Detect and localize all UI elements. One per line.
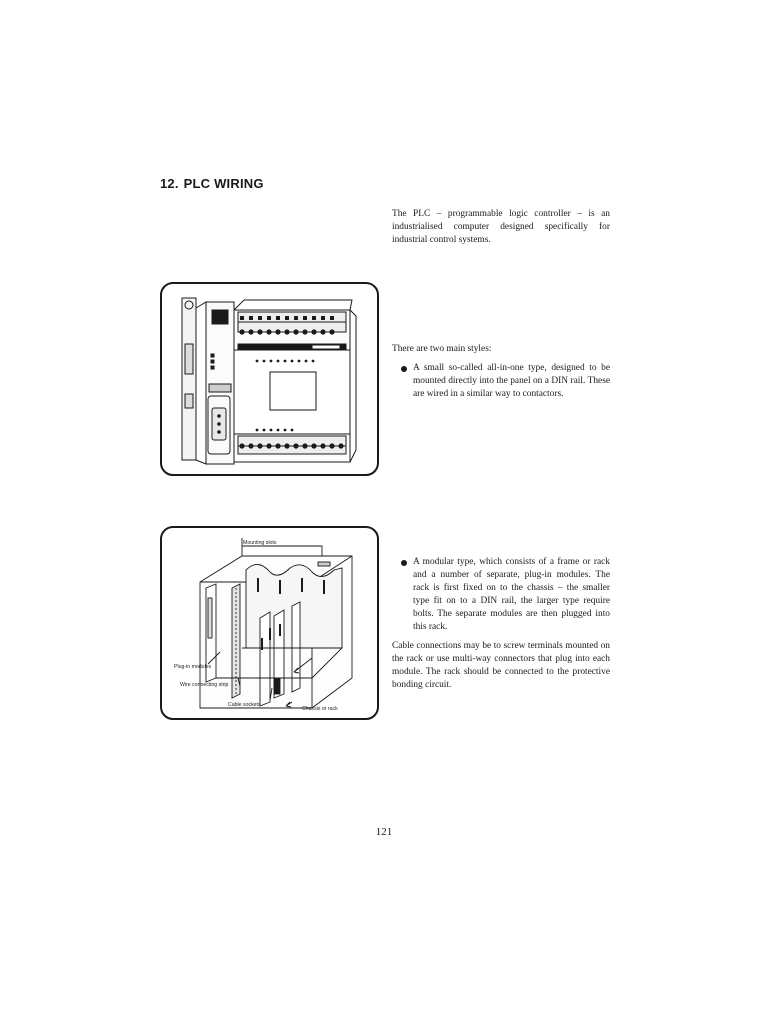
bullet-item (392, 362, 610, 401)
label-chassis-or-rack: Chassis or rack (302, 706, 338, 712)
figure-all-in-one-plc (160, 282, 379, 476)
section-title: PLC WIRING (183, 176, 264, 191)
label-mounting-slots: Mounting slots (243, 540, 277, 546)
modular-plc-illustration (162, 528, 377, 718)
figure-modular-plc (160, 526, 379, 720)
bullet-text: A small so-called all-in-one type, designed to be mounted directly into the panel on a DIN rail. These are wired in a similar way to contactors. (413, 363, 610, 399)
bullet-dot-icon (401, 560, 407, 566)
section-number: 12. (160, 176, 179, 191)
bullet-dot-icon (401, 366, 407, 372)
styles-intro: There are two main styles: (392, 344, 492, 354)
all-in-one-plc-illustration (162, 284, 377, 474)
label-plug-in-modules: Plug-in modules (174, 664, 212, 670)
label-cable-sockets: Cable sockets (228, 702, 261, 708)
bullet-list-modular (392, 556, 610, 633)
bullet-text: A modular type, which consists of a frame or rack and a number of separate, plug-in modules. The rack is first fixed on to the chassis – the smaller type fit on to a DIN rail, the larger type require bolts. The separate modules are then plugged into this rack. (413, 557, 610, 632)
bullet-list-all-in-one (392, 362, 610, 401)
label-wire-connecting-strip: Wire connecting strip (180, 682, 229, 688)
cable-paragraph: Cable connections may be to screw terminals mounted on the rack or use multi-way connectors that plug into each module. The rack should be connected to the protective bonding circuit. (392, 641, 610, 690)
intro-paragraph: The PLC – programmable logic controller – is an industrialised computer designed specifically for industrial control systems. (392, 209, 610, 245)
page-number: 121 (375, 826, 393, 838)
section-heading (160, 176, 264, 191)
bullet-item (392, 556, 610, 633)
